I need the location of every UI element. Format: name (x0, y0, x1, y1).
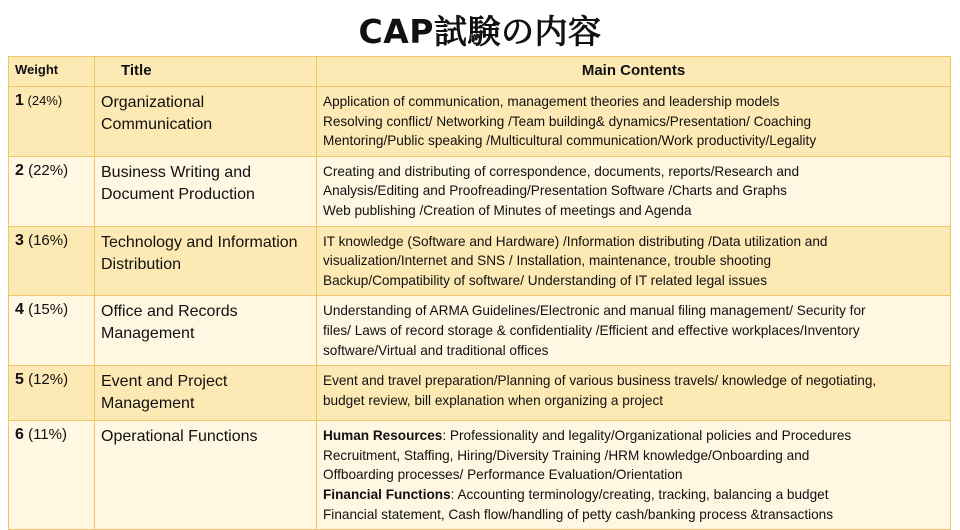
content-line: Mentoring/Public speaking /Multicultural communication/Work productivity/Legality (323, 133, 817, 149)
main-contents-cell (317, 296, 951, 366)
table-row (9, 366, 951, 421)
weight-number: 2 (15, 161, 24, 179)
weight-percent: (24%) (23, 93, 63, 108)
financial-functions-label: Financial Functions (323, 486, 451, 502)
weight-percent: (15%) (23, 301, 69, 319)
table-row (9, 421, 951, 530)
weight-percent: (16%) (23, 231, 69, 249)
content-line: Web publishing /Creation of Minutes of meetings and Agenda (323, 202, 692, 218)
row-title: Office and Records Management (95, 296, 317, 366)
content-line: Recruitment, Staffing, Hiring/Diversity Training /HRM knowledge/Onboarding and (323, 447, 810, 463)
weight-number: 6 (15, 426, 24, 444)
content-line: Application of communication, management theories and leadership models (323, 94, 780, 109)
content-line: files/ Laws of record storage & confidentiality /Efficient and effective workplaces/Inventory (323, 322, 860, 338)
page-title: CAP試験の内容 (358, 12, 602, 51)
row-title: Business Writing and Document Production (95, 156, 317, 226)
weight-number: 5 (15, 371, 24, 389)
human-resources-text: : Professionality and legality/Organizational policies and Procedures (442, 428, 852, 444)
financial-functions-text: : Accounting terminology/creating, tracking, balancing a budget (450, 486, 829, 502)
content-line: Analysis/Editing and Proofreading/Presentation Software /Charts and Graphs (323, 183, 787, 199)
main-contents-cell (317, 156, 951, 226)
main-contents-cell (317, 421, 951, 530)
row-title: Organizational Communication (95, 87, 317, 157)
content-line: Offboarding processes/ Performance Evaluation/Orientation (323, 467, 683, 483)
content-line (323, 485, 944, 505)
weight-number: 3 (15, 231, 24, 249)
table-row (9, 226, 951, 296)
table-row (9, 296, 951, 366)
row-title: Event and Project Management (95, 366, 317, 421)
content-line: Backup/Compatibility of software/ Understanding of IT related legal issues (323, 272, 768, 288)
content-line: software/Virtual and traditional offices (323, 342, 549, 358)
weight-cell (9, 156, 95, 226)
human-resources-label: Human Resources (323, 428, 443, 444)
row-title: Technology and Information Distribution (95, 226, 317, 296)
row-title: Operational Functions (95, 421, 317, 530)
content-line (323, 426, 944, 446)
content-line: budget review, bill explanation when organizing a project (323, 392, 664, 408)
header-title: Title (95, 57, 317, 87)
weight-cell (9, 296, 95, 366)
content-line: visualization/Internet and SNS / Installation, maintenance, trouble shooting (323, 253, 772, 269)
weight-cell (9, 421, 95, 530)
weight-number: 4 (15, 301, 24, 319)
content-line: Creating and distributing of correspondence, documents, reports/Research and (323, 163, 800, 179)
main-contents-cell (317, 87, 951, 157)
header-main-contents: Main Contents (317, 57, 951, 87)
weight-number: 1 (15, 92, 24, 109)
weight-percent: (22%) (23, 161, 69, 179)
table-row (9, 156, 951, 226)
weight-cell (9, 226, 95, 296)
table-row (9, 87, 951, 157)
main-contents-cell (317, 226, 951, 296)
content-line: Financial statement, Cash flow/handling of petty cash/banking process &transactions (323, 506, 834, 522)
main-contents-cell (317, 366, 951, 421)
weight-cell (9, 87, 95, 157)
table-header-row (9, 57, 951, 87)
content-line: Event and travel preparation/Planning of various business travels/ knowledge of negotiating, (323, 373, 877, 389)
content-line: Understanding of ARMA Guidelines/Electronic and manual filing management/ Security for (323, 303, 866, 319)
content-line: Resolving conflict/ Networking /Team building& dynamics/Presentation/ Coaching (323, 113, 812, 129)
exam-content-table (8, 56, 951, 530)
weight-percent: (11%) (23, 426, 67, 444)
content-line: IT knowledge (Software and Hardware) /Information distributing /Data utilization and (323, 233, 828, 249)
weight-cell (9, 366, 95, 421)
weight-percent: (12%) (23, 371, 69, 389)
header-weight: Weight (9, 57, 95, 87)
